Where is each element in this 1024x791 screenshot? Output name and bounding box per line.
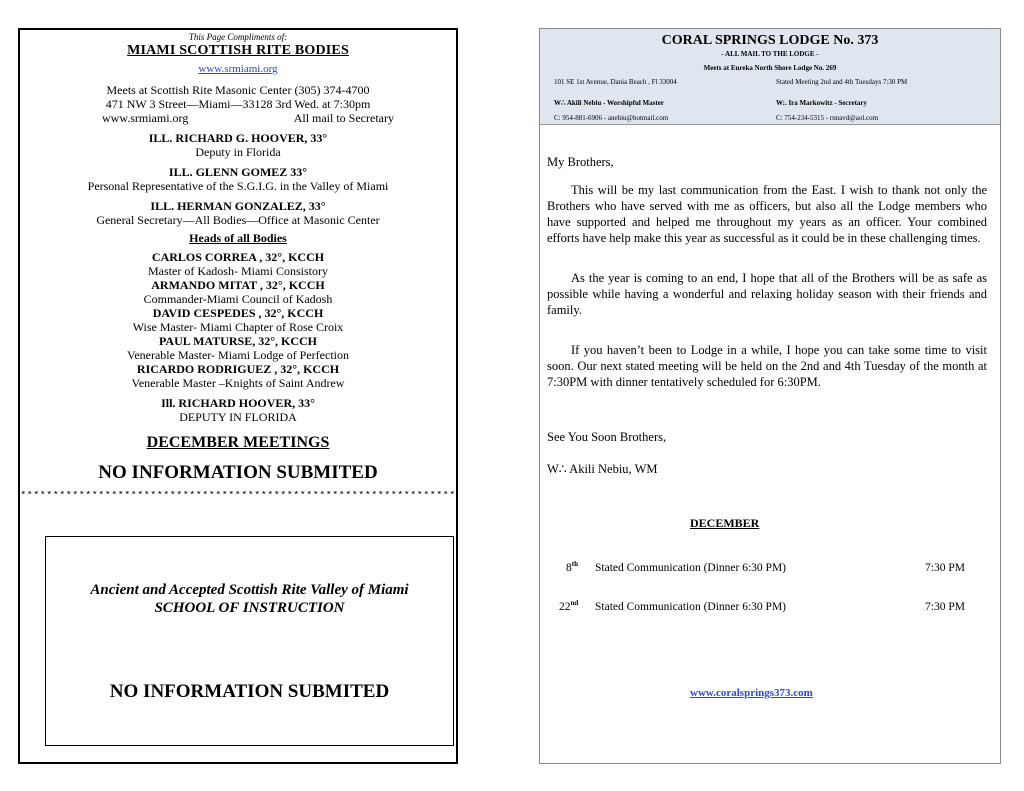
letter-paragraph: If you haven’t been to Lodge in a while, I hope you can take some time to visit soon. Our next stated meeting will be held on the 2nd and 4th Tuesday of the month at 7:30PM with dinner tentatively scheduled for 6:30PM. — [547, 343, 987, 389]
head-name: ARMANDO MITAT , 32°, KCCH — [151, 278, 325, 292]
school-title: Ancient and Accepted Scottish Rite Valley of Miami — [90, 582, 409, 598]
officer-role: Deputy in Florida — [195, 145, 281, 159]
srmiami-link[interactable]: www.srmiami.org — [198, 63, 278, 75]
officer-role: General Secretary—All Bodies—Office at Masonic Center — [96, 213, 380, 227]
head-role: Master of Kadosh- Miami Consistory — [148, 264, 328, 278]
heads-title: Heads of all Bodies — [189, 231, 287, 245]
secretary-name: W:. Ira Markowitz - Secretary — [776, 99, 868, 107]
meets-at: Meets at Eureka North Shore Lodge No. 269 — [703, 64, 837, 72]
greeting: My Brothers, — [547, 155, 614, 169]
right-page — [539, 28, 1001, 764]
officer-block — [20, 199, 456, 227]
head-role: Wise Master- Miami Chapter of Rose Croix — [132, 320, 344, 334]
december-meetings-heading: DECEMBER MEETINGS — [146, 434, 330, 451]
event-day: 22nd — [559, 599, 579, 613]
head-name: CARLOS CORREA , 32°, KCCH — [151, 250, 325, 264]
deputy-name: Ill. RICHARD HOOVER, 33° — [161, 396, 315, 410]
lodge-header — [540, 29, 1000, 125]
master-contact: C: 954-881-6906 - anebiu@hotmail.com — [554, 114, 669, 122]
deputy-role: DEPUTY IN FLORIDA — [179, 410, 297, 424]
letter-paragraph: This will be my last communication from the East. I wish to thank not only the Brothers who have served with me as officers, but also all the Lodge members who have supported and helped me throughout my years as an officer. Your combined efforts have help make this year as successful as it could be in these challenging times. — [547, 183, 987, 245]
event-day: 8th — [566, 560, 578, 574]
head-role: Venerable Master –Knights of Saint Andrew — [131, 376, 345, 390]
lodge-title: CORAL SPRINGS LODGE No. 373 — [661, 33, 879, 48]
lodge-website-link[interactable]: www.coralsprings373.com — [690, 687, 813, 699]
head-name: DAVID CESPEDES , 32°, KCCH — [152, 306, 324, 320]
lodge-address: 101 SE 1st Avenue, Dania Beach , Fl 33004 — [554, 78, 677, 86]
december-heading: DECEMBER — [690, 516, 760, 530]
meets-line: Meets at Scottish Rite Masonic Center (305) 374-4700 — [106, 83, 370, 97]
head-name: PAUL MATURSE, 32°, KCCH — [158, 334, 318, 348]
event-description: Stated Communication (Dinner 6:30 PM) — [595, 601, 787, 613]
mail-text: All mail to Secretary — [293, 111, 394, 125]
star-divider: ******************************************************************* — [20, 491, 456, 502]
web-mail-row — [20, 111, 456, 125]
school-subtitle: SCHOOL OF INSTRUCTION — [154, 600, 345, 616]
officer-block — [20, 131, 456, 159]
school-box — [45, 536, 454, 746]
master-name: W∴ Akili Nebiu - Worshipful Master — [554, 99, 664, 107]
head-name: RICARDO RODRIGUEZ , 32°, KCCH — [136, 362, 340, 376]
heads-list — [20, 250, 456, 390]
web-text: www.srmiami.org — [102, 111, 189, 125]
org-name: MIAMI SCOTTISH RITE BODIES — [127, 43, 349, 58]
event-description: Stated Communication (Dinner 6:30 PM) — [595, 562, 787, 574]
no-info-text: NO INFORMATION SUBMITED — [98, 462, 378, 483]
officer-role: Personal Representative of the S.G.I.G. in the Valley of Miami — [87, 179, 389, 193]
deputy-block — [20, 396, 456, 424]
mail-note: - ALL MAIL TO THE LODGE - — [721, 50, 819, 58]
letter-paragraph: As the year is coming to an end, I hope that all of the Brothers will be as safe as possible while having a wonderful and relaxing holiday season with their friends and family. — [547, 271, 987, 317]
officer-name: ILL. HERMAN GONZALEZ, 33° — [150, 199, 326, 213]
courtesy-line: This Page Compliments of: — [188, 32, 288, 42]
secretary-contact: C: 754-234-5315 - rnnavd@aol.com — [776, 114, 879, 122]
left-page — [18, 28, 458, 764]
officer-block — [20, 165, 456, 193]
closing: See You Soon Brothers, — [547, 430, 667, 444]
school-no-info: NO INFORMATION SUBMITED — [109, 681, 390, 702]
event-time: 7:30 PM — [925, 601, 965, 613]
officer-name: ILL. RICHARD G. HOOVER, 33° — [148, 131, 328, 145]
officer-name: ILL. GLENN GOMEZ 33° — [168, 165, 308, 179]
head-role: Venerable Master- Miami Lodge of Perfection — [126, 348, 349, 362]
head-role: Commander-Miami Council of Kadosh — [143, 292, 333, 306]
stated-meeting: Stated Meeting 2nd and 4th Tuesdays 7:30 PM — [776, 78, 908, 86]
event-time: 7:30 PM — [925, 562, 965, 574]
signature: W∴ Akili Nebiu, WM — [547, 462, 658, 476]
address-line: 471 NW 3 Street—Miami—33128 3rd Wed. at 7:30pm — [105, 97, 371, 111]
